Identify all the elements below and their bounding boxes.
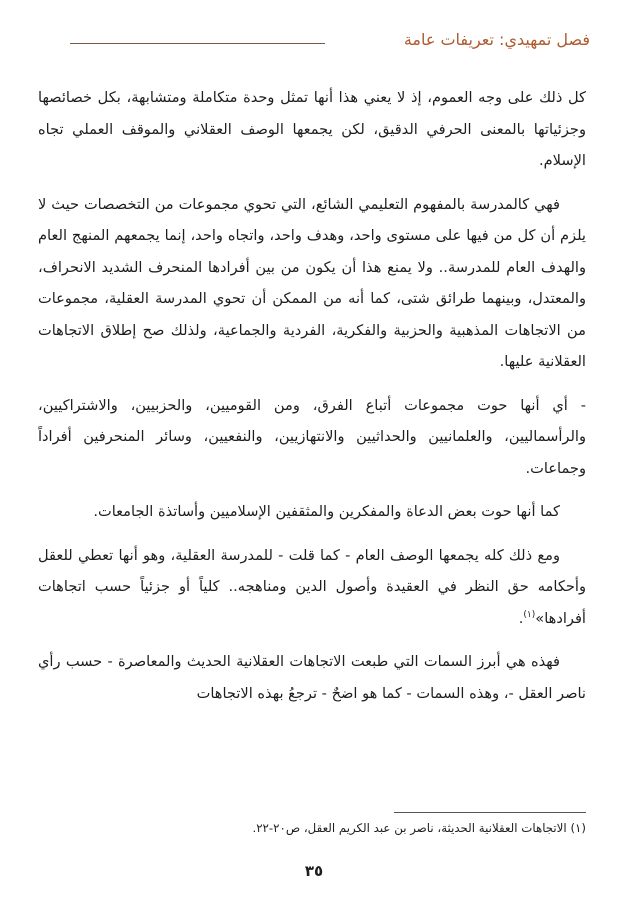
paragraph-6: فهذه هي أبرز السمات التي طبعت الاتجاهات العقلانية الحديث والمعاصرة - حسب رأي ناصر العقل -، وهذه السمات - كما هو اضحٌ - ترجعُ بهذه الاتجاهات [38,653,586,702]
paragraph-3: - أي أنها حوت مجموعات أتباع الفرق، ومن القوميين، والحزبيين، والاشتراكيين، والرأسماليين، والعلمانيين والحداثيين والانتهازيين، والنفعيين، وسائر المنحرفين أفراداً وجماعات. [38,396,586,477]
paragraph-2: فهي كالمدرسة بالمفهوم التعليمي الشائع، التي تحوي مجموعات من التخصصات حيث لا يلزم أن كل من فيها على مستوى واحد، وهدف واحد، واتجاه واحد، إنما يجمعهم المنهج العام والهدف العام للمدرسة.. ولا يمنع هذا أن يكون من بين أفرادها المنحرف الشديد الانحراف، والمعتدل، وبينهما طرائق شتى، كما أنه من الممكن أن تحوي المدرسة العقلية، مجموعات من الاتجاهات المذهبية والحزبية والفكرية، الفردية والجماعية، ولذلك صح إطلاق الاتجاهات العقلانية عليها. [38,195,586,370]
footnote: (١) الاتجاهات العقلانية الحديثة، ناصر بن عبد الكريم العقل، ص٢٠-٢٢. [252,821,586,835]
paragraph-4: كما أنها حوت بعض الدعاة والمفكرين والمثقفين الإسلاميين وأساتذة الجامعات. [93,503,560,520]
body-text [38,82,586,721]
header-rule [70,43,325,44]
paragraph-5-text: ومع ذلك كله يجمعها الوصف العام - كما قلت - للمدرسة العقلية، وهو أنها تعطي للعقل وأحكامه حق النظر في العقيدة وأصول الدين ومناهجه.. كلياً أو جزئياً حسب اتجاهات أفرادها» [38,546,586,627]
paragraph-1: كل ذلك على وجه العموم، إذ لا يعني هذا أنها تمثل وحدة متكاملة ومتشابهة، بكل خصائصها وجزئياتها بالمعنى الحرفي الدقيق، لكن يجمعها الوصف العقلاني والموقف العملي تجاه الإسلام. [38,89,586,169]
chapter-title: فصل تمهيدي: تعريفات عامة [403,30,590,49]
paragraph-5: ومع ذلك كله يجمعها الوصف العام - كما قلت - للمدرسة العقلية، وهو أنها تعطي للعقل وأحكامه حق النظر في العقيدة وأصول الدين ومناهجه.. كلياً أو جزئياً حسب اتجاهات أفرادها»$^{(١)}$. [38,546,586,627]
running-header [70,26,590,60]
footnote-rule [394,812,586,813]
footnote-reference: (١) [523,609,536,620]
page-number: ٣٥ [304,862,324,880]
